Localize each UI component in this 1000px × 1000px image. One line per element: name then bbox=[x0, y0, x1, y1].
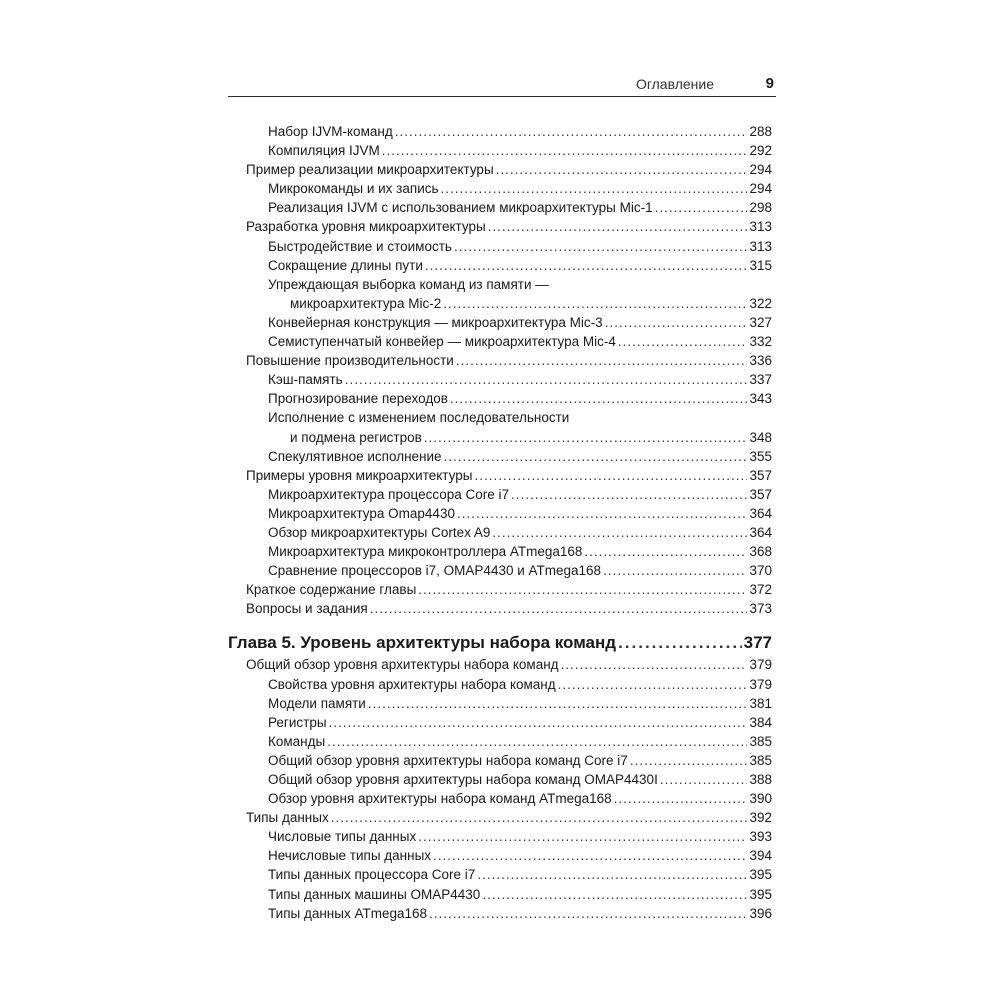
dot-leader bbox=[492, 523, 747, 542]
toc-entry-page: 337 bbox=[749, 372, 772, 388]
toc-entry-page: 343 bbox=[749, 391, 772, 407]
toc-entry-title: Прогнозирование переходов bbox=[268, 391, 448, 407]
page-number: 9 bbox=[765, 75, 774, 92]
toc-entry-title: Сравнение процессоров i7, OMAP4430 и ATmega168 bbox=[268, 563, 602, 579]
toc-entry-title: Реализация IJVM с использованием микроархитектуры Mic-1 bbox=[268, 200, 653, 216]
toc-entry[interactable] bbox=[228, 237, 772, 256]
dot-leader bbox=[474, 466, 747, 485]
toc-entry-title: Регистры bbox=[268, 714, 327, 730]
toc-entry[interactable] bbox=[228, 904, 772, 923]
toc-entry[interactable] bbox=[228, 655, 772, 674]
dot-leader bbox=[418, 580, 747, 599]
toc-entry-title: Пример реализации микроархитектуры bbox=[246, 162, 494, 178]
toc-entry-page: 313 bbox=[749, 238, 772, 254]
dot-leader bbox=[655, 198, 748, 217]
toc-entry-title: Упреждающая выборка команд из памяти — bbox=[268, 276, 549, 292]
toc-entry-page: 294 bbox=[749, 162, 772, 178]
toc-entry[interactable] bbox=[228, 351, 772, 370]
toc-entry-page: 385 bbox=[749, 752, 772, 768]
toc-entry-title: Повышение производительности bbox=[246, 353, 454, 369]
toc-entry-page: 393 bbox=[749, 829, 772, 845]
dot-leader bbox=[443, 294, 747, 313]
toc-entry[interactable] bbox=[228, 846, 772, 865]
toc-entry-page: 294 bbox=[749, 181, 772, 197]
toc-entry-title: Обзор уровня архитектуры набора команд ATmega168 bbox=[268, 791, 612, 807]
dot-leader bbox=[382, 141, 748, 160]
dot-leader bbox=[511, 485, 747, 504]
toc-entry[interactable] bbox=[228, 485, 772, 504]
dot-leader bbox=[429, 904, 747, 923]
toc-entry[interactable] bbox=[228, 332, 772, 351]
toc-entry[interactable] bbox=[228, 141, 772, 160]
toc-entry[interactable] bbox=[228, 713, 772, 732]
toc-entry[interactable] bbox=[228, 827, 772, 846]
dot-leader bbox=[454, 237, 748, 256]
toc-entry-title: Типы данных bbox=[246, 810, 329, 826]
toc-entry[interactable] bbox=[228, 160, 772, 179]
toc-entry-page: 373 bbox=[749, 601, 772, 617]
dot-leader bbox=[558, 675, 748, 694]
toc-entry-title: Конвейерная конструкция — микроархитектура Mic-3 bbox=[268, 314, 603, 330]
dot-leader bbox=[457, 504, 748, 523]
toc-entry-page: 357 bbox=[749, 467, 772, 483]
toc-entry-page: 385 bbox=[749, 733, 772, 749]
toc-entry-page: 355 bbox=[749, 448, 772, 464]
toc-entry-page: 392 bbox=[749, 810, 772, 826]
toc-entry-page: 322 bbox=[749, 295, 772, 311]
toc-entry[interactable] bbox=[228, 370, 772, 389]
toc-entry-page: 348 bbox=[749, 429, 772, 445]
dot-leader bbox=[370, 599, 748, 618]
toc-entry[interactable] bbox=[228, 580, 772, 599]
toc-entry-title: Типы данных процессора Core i7 bbox=[268, 867, 476, 883]
toc-entry-page: 395 bbox=[749, 867, 772, 883]
toc-entry-page: 394 bbox=[749, 848, 772, 864]
toc-entry-page: 395 bbox=[749, 886, 772, 902]
toc-entry-title: Исполнение с изменением последовательности bbox=[268, 410, 570, 426]
toc-entry-page: 377 bbox=[743, 633, 772, 653]
dot-leader bbox=[603, 561, 747, 580]
dot-leader bbox=[433, 846, 747, 865]
toc-entry[interactable] bbox=[228, 542, 772, 561]
dot-leader bbox=[368, 694, 748, 713]
toc-entry[interactable] bbox=[228, 217, 772, 236]
dot-leader bbox=[618, 332, 748, 351]
toc-entry-page: 379 bbox=[749, 676, 772, 692]
toc-entry[interactable] bbox=[228, 751, 772, 770]
toc-entry-title: Глава 5. Уровень архитектуры набора команд bbox=[228, 633, 617, 653]
toc-entry-page: 292 bbox=[749, 143, 772, 159]
dot-leader bbox=[477, 865, 747, 884]
toc-entry-page: 379 bbox=[749, 657, 772, 673]
toc-entry[interactable] bbox=[228, 198, 772, 217]
table-of-contents bbox=[228, 122, 772, 923]
toc-entry-title: Команды bbox=[268, 733, 326, 749]
toc-entry-page: 298 bbox=[749, 200, 772, 216]
dot-leader bbox=[630, 751, 748, 770]
dot-leader bbox=[584, 542, 747, 561]
toc-entry-title: Набор IJVM-команд bbox=[268, 124, 393, 139]
toc-entry[interactable] bbox=[228, 256, 772, 275]
dot-leader bbox=[496, 160, 748, 179]
toc-entry[interactable] bbox=[228, 732, 772, 751]
toc-entry-title: Микрокоманды и их запись bbox=[268, 181, 439, 197]
dot-leader bbox=[660, 770, 748, 789]
toc-entry[interactable] bbox=[228, 694, 772, 713]
toc-entry[interactable] bbox=[228, 466, 772, 485]
dot-leader bbox=[418, 827, 747, 846]
page-header bbox=[228, 74, 776, 97]
dot-leader bbox=[482, 885, 747, 904]
dot-leader bbox=[395, 122, 748, 141]
toc-entry-title: Кэш-память bbox=[268, 372, 343, 388]
toc-entry[interactable] bbox=[228, 789, 772, 808]
toc-entry-page: 388 bbox=[749, 772, 772, 787]
toc-entry[interactable] bbox=[228, 561, 772, 580]
toc-entry-page: 313 bbox=[749, 219, 772, 235]
toc-entry-page: 396 bbox=[749, 905, 772, 921]
toc-entry-page: 336 bbox=[749, 353, 772, 369]
toc-entry-title: Разработка уровня микроархитектуры bbox=[246, 219, 486, 235]
dot-leader bbox=[331, 808, 748, 827]
dot-leader bbox=[488, 217, 748, 236]
dot-leader bbox=[561, 655, 748, 674]
toc-entry-page: 327 bbox=[749, 314, 772, 330]
toc-entry-title: микроархитектура Mic-2 bbox=[290, 295, 442, 311]
toc-entry-page: 332 bbox=[749, 334, 772, 350]
toc-entry[interactable] bbox=[228, 885, 772, 904]
dot-leader bbox=[441, 179, 748, 198]
dot-leader bbox=[329, 713, 748, 732]
toc-entry[interactable] bbox=[228, 770, 772, 789]
dot-leader bbox=[444, 447, 748, 466]
toc-entry-page: 364 bbox=[749, 524, 772, 540]
toc-entry-title: Числовые типы данных bbox=[268, 829, 417, 845]
toc-entry[interactable] bbox=[228, 179, 772, 198]
toc-entry-title: Общий обзор уровня архитектуры набора команд OMAP4430I bbox=[268, 772, 658, 787]
toc-entry-title: Сокращение длины пути bbox=[268, 257, 423, 273]
toc-entry-page: 381 bbox=[749, 695, 772, 711]
toc-entry-title: Вопросы и задания bbox=[246, 601, 368, 617]
toc-entry-title: Общий обзор уровня архитектуры набора команд Core i7 bbox=[268, 752, 628, 768]
toc-entry[interactable] bbox=[228, 313, 772, 332]
toc-entry[interactable] bbox=[228, 294, 772, 313]
dot-leader bbox=[424, 428, 748, 447]
toc-entry-page: 390 bbox=[749, 791, 772, 807]
dot-leader bbox=[345, 370, 748, 389]
toc-entry-title: Спекулятивное исполнение bbox=[268, 448, 442, 464]
toc-entry-title: Общий обзор уровня архитектуры набора команд bbox=[246, 657, 559, 673]
dot-leader bbox=[614, 789, 748, 808]
toc-entry-page: 372 bbox=[749, 582, 772, 598]
toc-entry-title: Семиступенчатый конвейер — микроархитектура Mic-4 bbox=[268, 334, 616, 350]
dot-leader bbox=[618, 631, 742, 655]
toc-entry-title: Модели памяти bbox=[268, 695, 366, 711]
toc-entry-title: Микроархитектура процессора Core i7 bbox=[268, 486, 510, 502]
dot-leader bbox=[456, 351, 748, 370]
toc-entry-page: 315 bbox=[749, 257, 772, 273]
toc-entry-page: 364 bbox=[749, 505, 772, 521]
toc-entry-title: Обзор микроархитектуры Cortex A9 bbox=[268, 524, 491, 540]
toc-entry-title: Свойства уровня архитектуры набора команд bbox=[268, 676, 556, 692]
toc-entry-page: 288 bbox=[749, 124, 772, 139]
toc-entry[interactable] bbox=[228, 408, 772, 427]
toc-chapter-entry[interactable] bbox=[228, 631, 772, 655]
toc-entry-page: 368 bbox=[749, 544, 772, 560]
toc-entry[interactable] bbox=[228, 275, 772, 294]
toc-entry[interactable] bbox=[228, 865, 772, 884]
toc-entry[interactable] bbox=[228, 808, 772, 827]
toc-entry[interactable] bbox=[228, 122, 772, 141]
toc-entry[interactable] bbox=[228, 504, 772, 523]
dot-leader bbox=[425, 256, 748, 275]
toc-entry-title: и подмена регистров bbox=[290, 429, 422, 445]
dot-leader bbox=[450, 389, 748, 408]
toc-entry-title: Быстродействие и стоимость bbox=[268, 238, 452, 254]
toc-entry-title: Типы данных ATmega168 bbox=[268, 905, 428, 921]
toc-entry-page: 357 bbox=[749, 486, 772, 502]
toc-entry-title: Краткое содержание главы bbox=[246, 582, 417, 598]
toc-entry[interactable] bbox=[228, 675, 772, 694]
toc-entry-title: Микроархитектура микроконтроллера ATmega168 bbox=[268, 544, 583, 560]
dot-leader bbox=[327, 732, 747, 751]
toc-entry-page: 384 bbox=[749, 714, 772, 730]
toc-entry[interactable] bbox=[228, 599, 772, 618]
dot-leader bbox=[605, 313, 748, 332]
toc-entry[interactable] bbox=[228, 389, 772, 408]
toc-entry[interactable] bbox=[228, 447, 772, 466]
toc-entry[interactable] bbox=[228, 523, 772, 542]
toc-entry-title: Примеры уровня микроархитектуры bbox=[246, 467, 473, 483]
toc-entry-title: Нечисловые типы данных bbox=[268, 848, 432, 864]
toc-entry-title: Компиляция IJVM bbox=[268, 143, 380, 159]
running-title: Оглавление bbox=[635, 76, 714, 92]
toc-entry-title: Микроархитектура Omap4430 bbox=[268, 505, 455, 521]
toc-entry[interactable] bbox=[228, 428, 772, 447]
toc-entry-title: Типы данных машины OMAP4430 bbox=[268, 886, 481, 902]
toc-entry-page: 370 bbox=[749, 563, 772, 579]
